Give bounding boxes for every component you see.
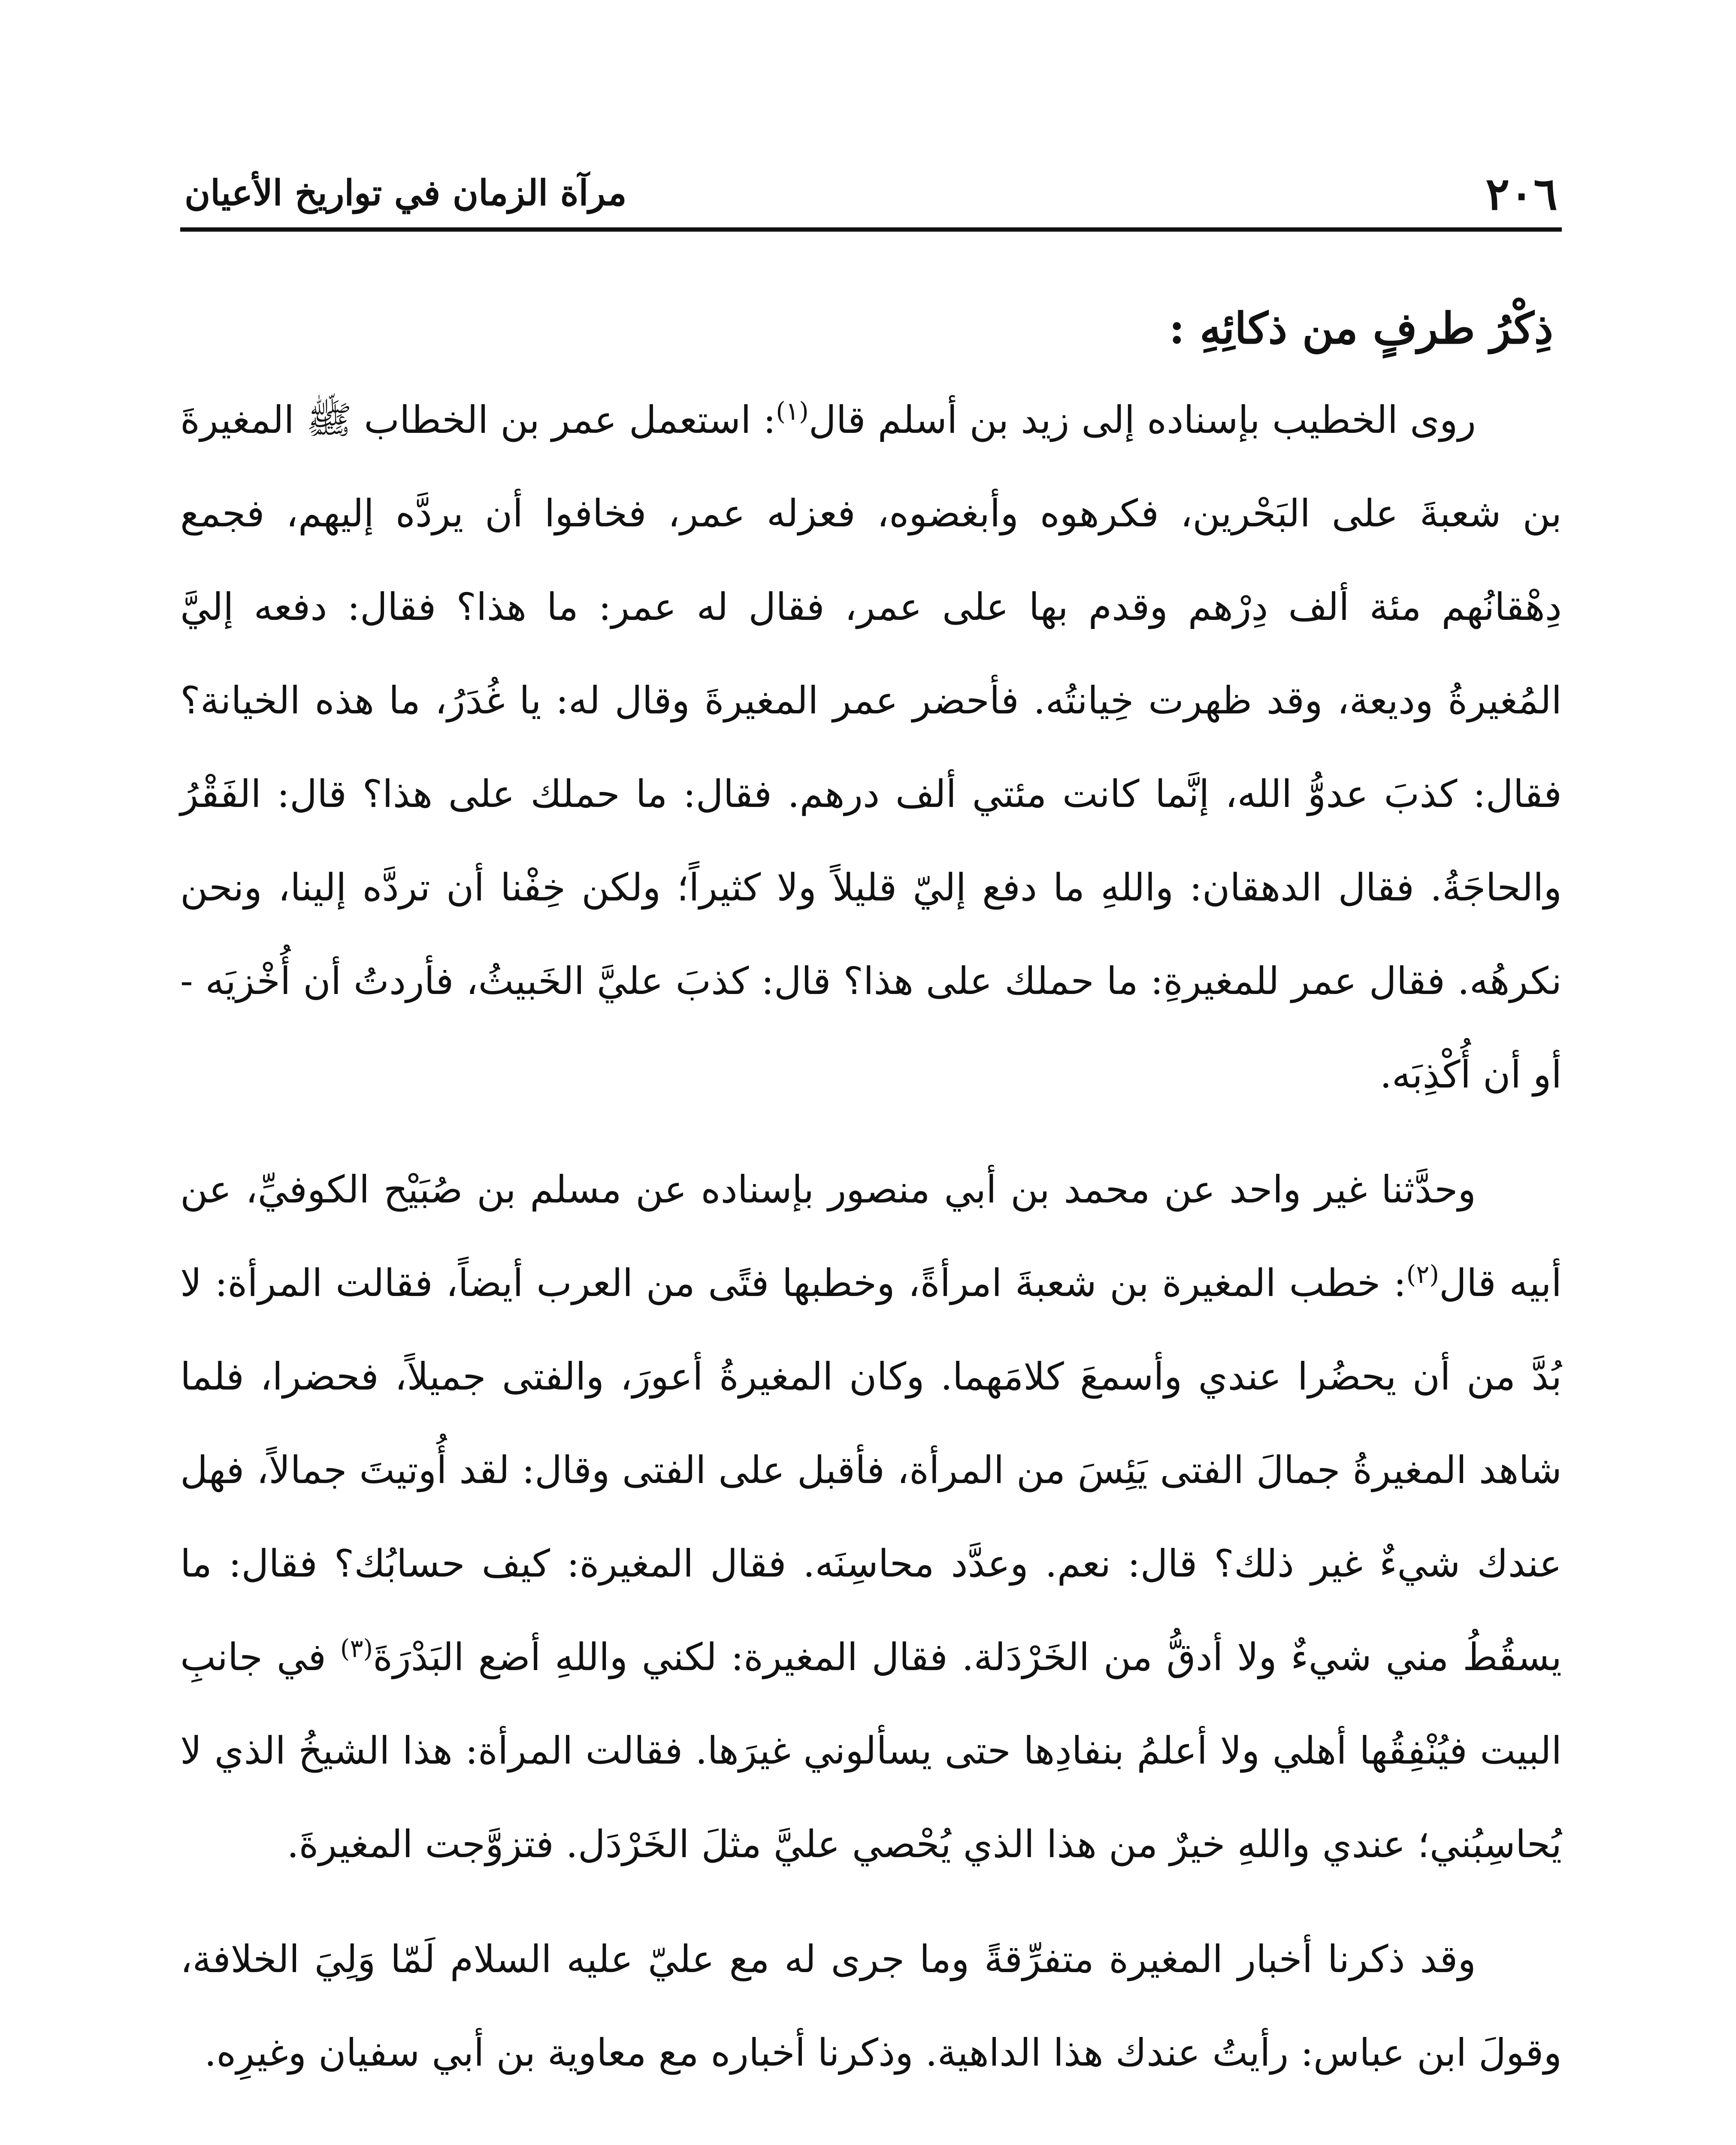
book-page bbox=[180, 163, 1562, 2145]
book-title: مرآة الزمان في تواريخ الأعيان bbox=[184, 172, 627, 214]
paragraph-1-text-start: روى الخطيب بإسناده إلى زيد بن أسلم قال bbox=[808, 398, 1476, 442]
paragraph-3 bbox=[180, 1912, 1562, 2100]
paragraph-2-text-middle: : خطب المغيرة بن شعبةَ امرأةً، وخطبها فتًى من العرب أيضاً، فقالت المرأة: لا بُدَّ من أن يحضُرا عندي وأسمعَ كلامَهما. وكان المغيرةُ أعورَ، والفتى جميلاً، فحضرا، فلما شاهد المغيرةُ جمالَ الفتى يَئِسَ من المرأة، فأقبل على الفتى وقال: لقد أُوتيتَ جمالاً، فهل عندك شيءٌ غير ذلك؟ قال: نعم. وعدَّد محاسِنَه. فقال المغيرة: كيف حسابُك؟ فقال: ما يسقُطُ مني شيءٌ ولا أدقُّ من الخَرْدَلة. فقال المغيرة: لكني واللهِ أضع البَدْرَةَ bbox=[180, 1261, 1562, 1679]
footnote-ref-2: (٢) bbox=[1406, 1260, 1440, 1289]
paragraph-1 bbox=[180, 373, 1562, 1121]
main-text bbox=[180, 292, 1562, 2121]
paragraph-3-text: وقد ذكرنا أخبار المغيرة متفرِّقةً وما جرى له مع عليّ عليه السلام لَمّا وَلِيَ الخلافة، وقولَ ابن عباس: رأيتُ عندك هذا الداهية. وذكرنا أخباره مع معاوية بن أبي سفيان وغيرِه. bbox=[180, 1937, 1562, 2075]
section-heading: ذِكْرُ طرفٍ من ذكائِهِ : bbox=[1169, 303, 1553, 353]
paragraph-1-text-end: : استعمل عمر بن الخطاب ﷺ المغيرةَ بن شعبةَ على البَحْرين، فكرهوه وأبغضوه، فعزله عمر، فخافوا أن يردَّه إليهم، فجمع دِهْقانُهم مئة ألف دِرْهم وقدم بها على عمر، فقال له عمر: ما هذا؟ فقال: دفعه إليَّ المُغيرةُ وديعة، وقد ظهرت خِيانتُه. فأحضر عمر المغيرةَ وقال له: يا غُدَرُ، ما هذه الخيانة؟ فقال: كذبَ عدوُّ الله، إنَّما كانت مئتي ألف درهم. فقال: ما حملك على هذا؟ قال: الفَقْرُ والحاجَةُ. فقال الدهقان: واللهِ ما دفع إليّ قليلاً ولا كثيراً؛ ولكن خِفْنا أن تردَّه إلينا، ونحن نكرهُه. فقال عمر للمغيرةِ: ما حملك على هذا؟ قال: كذبَ عليَّ الخَبيثُ، فأردتُ أن أُخْزيَه - أو أن أُكْذِبَه. bbox=[180, 398, 1562, 1097]
footnote-ref-1: (١) bbox=[776, 396, 809, 426]
paragraph-2-text-end: في جانبِ البيت فيُنْفِقُها أهلي ولا أعلمُ بنفادِها حتى يسألوني غيرَها. فقالت المرأة: هذا الشيخُ الذي لا يُحاسِبُني؛ عندي واللهِ خيرٌ من هذا الذي يُحْصي عليَّ مثلَ الخَرْدَل. فتزوَّجت المغيرةَ. bbox=[180, 1635, 1562, 1866]
running-header bbox=[180, 163, 1562, 232]
paragraph-2-text-start: وحدَّثنا غير واحد عن محمد بن أبي منصور بإسناده عن مسلم بن صُبَيْح الكوفيِّ، عن أبيه قال bbox=[180, 1167, 1562, 1305]
paragraph-2 bbox=[180, 1143, 1562, 1891]
page-number: ٢٠٦ bbox=[1485, 167, 1558, 220]
footnote-ref-3: (٣) bbox=[340, 1634, 373, 1663]
